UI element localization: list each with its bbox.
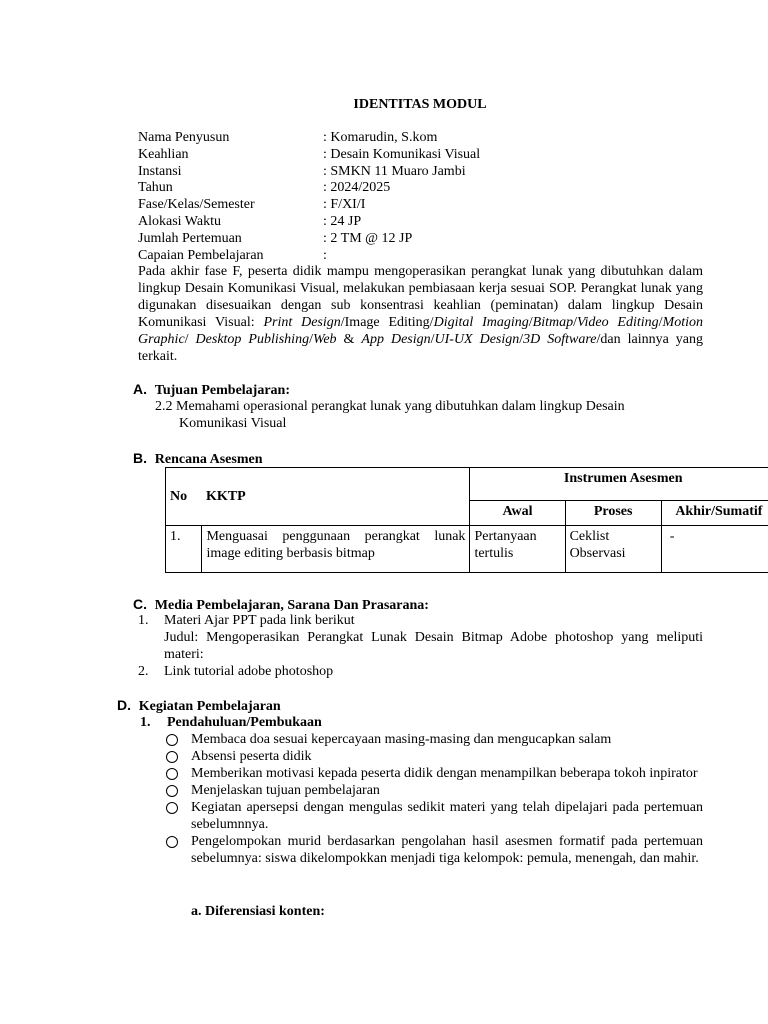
differentiation-heading: a. Diferensiasi konten: [191,904,325,919]
cell-kktp: Menguasai penggunaan perangkat lunak image editing berbasis bitmap [202,526,470,573]
activity-bullet-list [166,731,703,867]
cell-proses: Ceklist Observasi [565,526,661,573]
circle-bullet-icon [166,734,178,746]
learning-objective-text: 2.2 Memahami operasional perangkat lunak yang dibutuhkan dalam lingkup Desain Komunikasi Visual [155,399,625,431]
section-a-heading: A. Tujuan Pembelajaran: [133,381,290,398]
section-b-heading: B. Rencana Asesmen [133,450,263,467]
identity-label: Nama Penyusun [138,130,230,145]
identity-value: : 24 JP [323,213,362,229]
col-no: No [166,468,202,526]
media-list [138,612,703,680]
identity-label: Capaian Pembelajaran [138,247,264,263]
material-title: Judul: Mengoperasikan Perangkat Lunak Desain Bitmap Adobe photoshop yang meliputi materi: [164,630,703,662]
list-item: 1. Materi Ajar PPT pada link berikut Judul: Mengoperasikan Perangkat Lunak Desain Bitmap Adobe photoshop yang meliputi materi: [138,613,703,662]
list-item: Menjelaskan tujuan pembelajaran [166,782,703,799]
identity-label: Fase/Kelas/Semester [138,197,255,213]
subsection-heading: 1. Pendahuluan/Pembukaan [140,715,322,730]
section-d-heading: D. Kegiatan Pembelajaran [117,697,281,714]
identity-value: : 2024/2025 [323,180,391,196]
identity-value: : [323,247,327,263]
col-instrumen: Instrumen Asesmen [470,468,768,501]
circle-bullet-icon [166,802,178,814]
table-row [166,526,768,573]
circle-bullet-icon [166,768,178,780]
identity-label: Alokasi Waktu [138,213,221,229]
cell-akhir: - [661,526,768,573]
assessment-table [165,467,768,573]
identity-label: Jumlah Pertemuan [138,230,242,246]
identity-label: Tahun [138,180,173,196]
circle-bullet-icon [166,785,178,797]
identity-value: : 2 TM @ 12 JP [323,230,413,246]
list-item: Pengelompokan murid berdasarkan pengolahan hasil asesmen formatif pada pertemuan sebelumnya: siswa dikelompokkan menjadi tiga kelompok: pemula, menengah, dan mahir. [166,833,703,867]
identity-label: Instansi [138,163,182,179]
list-item: Absensi peserta didik [166,748,703,765]
learning-outcome-paragraph: Pada akhir fase F, peserta didik mampu mengoperasikan perangkat lunak yang dibutuhkan dalam lingkup Desain Komunikasi Visual, melakukan pembiasaan kerja sesuai SOP. Perangkat lunak yang digunakan disesuaikan dengan sub konsentrasi keahlian (peminatan) dalam lingkup Desain Komunikasi Visual: Print Design/Image Editing/Digital Imaging/Bitmap/Video Editing/Motion Graphic/ Desktop Publishing/Web & App Design/UI-UX Design/3D Software/dan lainnya yang terkait. [138,264,704,364]
identity-value: : Desain Komunikasi Visual [323,146,481,162]
circle-bullet-icon [166,751,178,763]
section-c-heading: C. Media Pembelajaran, Sarana Dan Prasarana: [133,596,429,613]
col-awal: Awal [470,501,565,526]
list-item: Membaca doa sesuai kepercayaan masing-masing dan mengucapkan salam [166,731,703,748]
identity-value: : SMKN 11 Muaro Jambi [323,163,466,179]
cell-awal: Pertanyaan tertulis [470,526,565,573]
list-item: 2. Link tutorial adobe photoshop [138,664,334,679]
circle-bullet-icon [166,836,178,848]
col-proses: Proses [565,501,661,526]
identity-value: : Komarudin, S.kom [323,130,438,145]
identity-label: Keahlian [138,146,189,162]
page-title: IDENTITAS MODUL [353,97,487,112]
cell-no: 1. [166,526,202,573]
col-kktp: KKTP [202,468,470,526]
identity-value: : F/XI/I [323,197,366,213]
list-item: Memberikan motivasi kepada peserta didik dengan menampilkan beberapa tokoh inpirator [166,765,703,782]
list-item: Kegiatan apersepsi dengan mengulas sedikit materi yang telah dipelajari pada pertemuan sebelumnnya. [166,799,703,833]
col-akhir: Akhir/Sumatif [661,501,768,526]
